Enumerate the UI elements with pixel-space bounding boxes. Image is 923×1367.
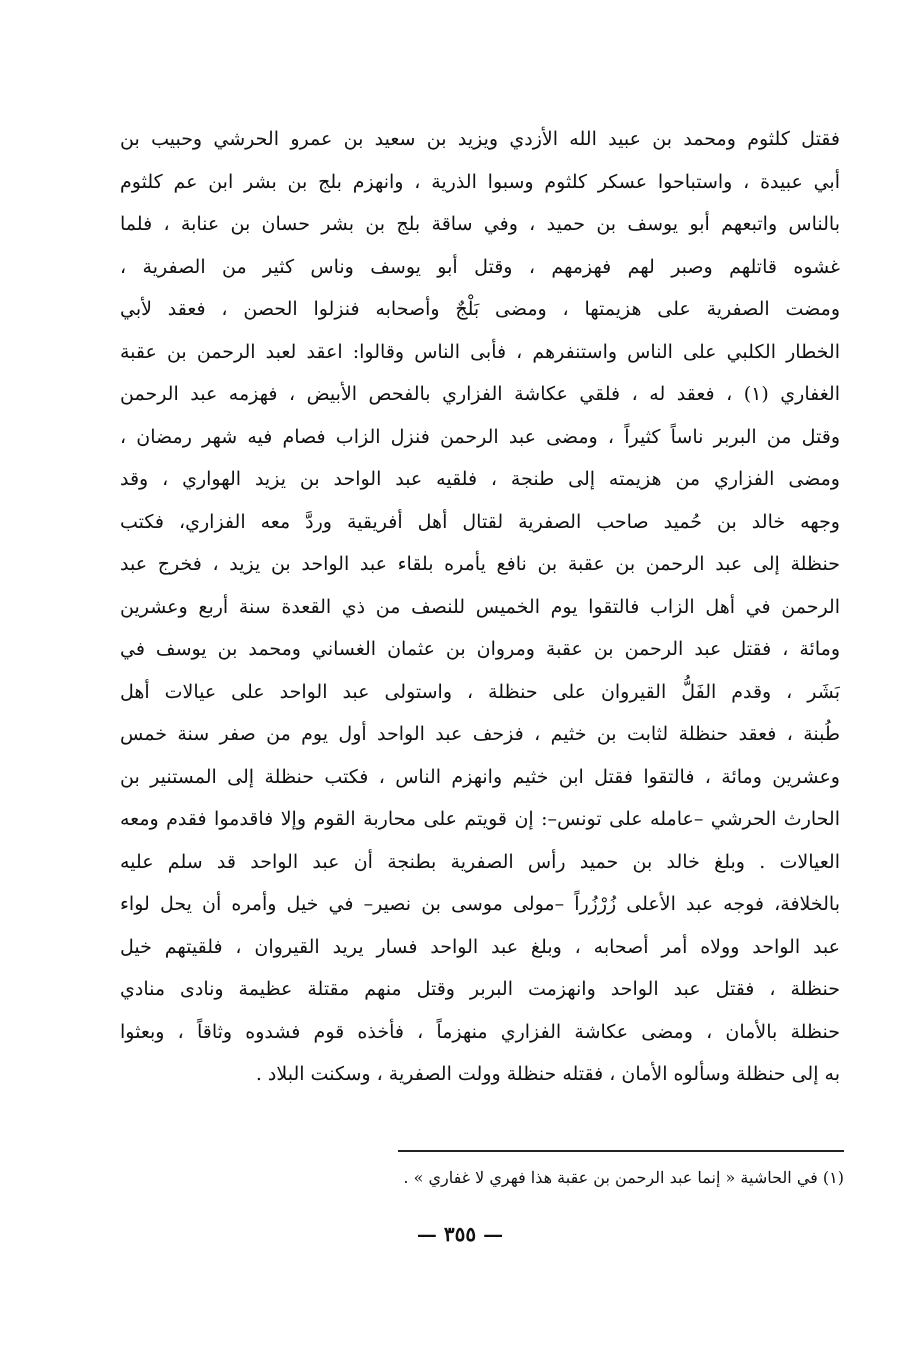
text-line: ومائة ، فقتل عبد الرحمن بن عقبة ومروان بن عثمان الغساني ومحمد بن يوسف في [120,638,840,660]
text-line: الرحمن في أهل الزاب فالتقوا يوم الخميس للنصف من ذي القعدة سنة أربع وعشرين [120,595,840,618]
text-line: الخطار الكلبي على الناس واستنفرهم ، فأبى الناس وقالوا: اعقد لعبد الرحمن بن عقبة [120,340,840,363]
text-line: العيالات . وبلغ خالد بن حميد رأس الصفرية بطنجة أن عبد الواحد قد سلم عليه [120,850,840,873]
text-line: ومضت الصفرية على هزيمتها ، ومضى بَلْجٌ وأصحابه فنزلوا الحصن ، فعقد لأبي [120,298,840,320]
text-line: حنظلة ، فقتل عبد الواحد وانهزمت البربر وقتل منهم مقتلة عظيمة ونادى منادي [120,978,840,1000]
text-line-last: به إلى حنظلة وسألوه الأمان ، فقتله حنظلة وولت الصفرية ، وسكنت البلاد . [255,1063,840,1085]
text-line: عبد الواحد وولاه أمر أصحابه ، وبلغ عبد الواحد فسار يريد القيروان ، فلقيتهم خيل [120,935,840,958]
text-line: وجهه خالد بن حُميد صاحب الصفرية لقتال أهل أفريقية وردَّ معه الفزاري، فكتب [120,510,840,533]
text-line: حنظلة إلى عبد الرحمن بن عقبة بن نافع يأمره بلقاء عبد الواحد بن يزيد ، فخرج عبد [120,553,840,575]
text-line: بالخلافة، فوجه عبد الأعلى زُرْزُراً –مولى موسى بن نصير– في خيل وأمره أن يحل لواء [120,893,840,915]
text-line: الحارث الحرشي –عامله على تونس–: إن قويتم على محاربة القوم وإلا فاقدموا فقدم ومعه [120,808,840,830]
text-line: غشوه قاتلهم وصبر لهم فهزمهم ، وقتل أبو يوسف وناس كثير من الصفرية ، [120,255,840,278]
text-line: طُبنة ، فعقد حنظلة لثابت بن خثيم ، فزحف عبد الواحد أول يوم من صفر سنة خمس [120,723,840,745]
footnote-divider [398,1150,844,1152]
text-line: الغفاري (١) ، فعقد له ، فلقي عكاشة الفزاري بالفحص الأبيض ، فهزمه عبد الرحمن [120,383,840,405]
text-line: بالناس واتبعهم أبو يوسف بن حميد ، وفي ساقة بلج بن بشر حسان بن عنابة ، فلما [120,213,840,235]
page-number: — ٣٥٥ — [416,1222,504,1246]
text-line: بَشَر ، وقدم الفَلُّ القيروان على حنظلة ، واستولى عبد الواحد على عيالات أهل [120,680,840,703]
text-line: ومضى الفزاري من هزيمته إلى طنجة ، فلقيه عبد الواحد بن يزيد الهواري ، وقد [120,468,840,490]
text-line: أبي عبيدة ، واستباحوا عسكر كلثوم وسبوا الذرية ، وانهزم بلج بن بشر ابن عم كلثوم [120,170,840,193]
main-text-block [120,118,840,1096]
text-line: فقتل كلثوم ومحمد بن عبيد الله الأزدي ويزيد بن سعيد بن عمرو الحرشي وحبيب بن [120,128,840,150]
footnote: (١) في الحاشية « إنما عبد الرحمن بن عقبة هذا فهري لا غفاري » . [403,1168,844,1187]
text-line: حنظلة بالأمان ، ومضى عكاشة الفزاري منهزماً ، فأخذه قوم فشدوه وثاقاً ، وبعثوا [120,1020,840,1043]
text-line: وقتل من البربر ناساً كثيراً ، ومضى عبد الرحمن فنزل الزاب فصام فيه شهر رمضان ، [120,425,840,448]
text-line: وعشرين ومائة ، فالتقوا فقتل ابن خثيم وانهزم الناس ، فكتب حنظلة إلى المستنير بن [120,765,840,788]
